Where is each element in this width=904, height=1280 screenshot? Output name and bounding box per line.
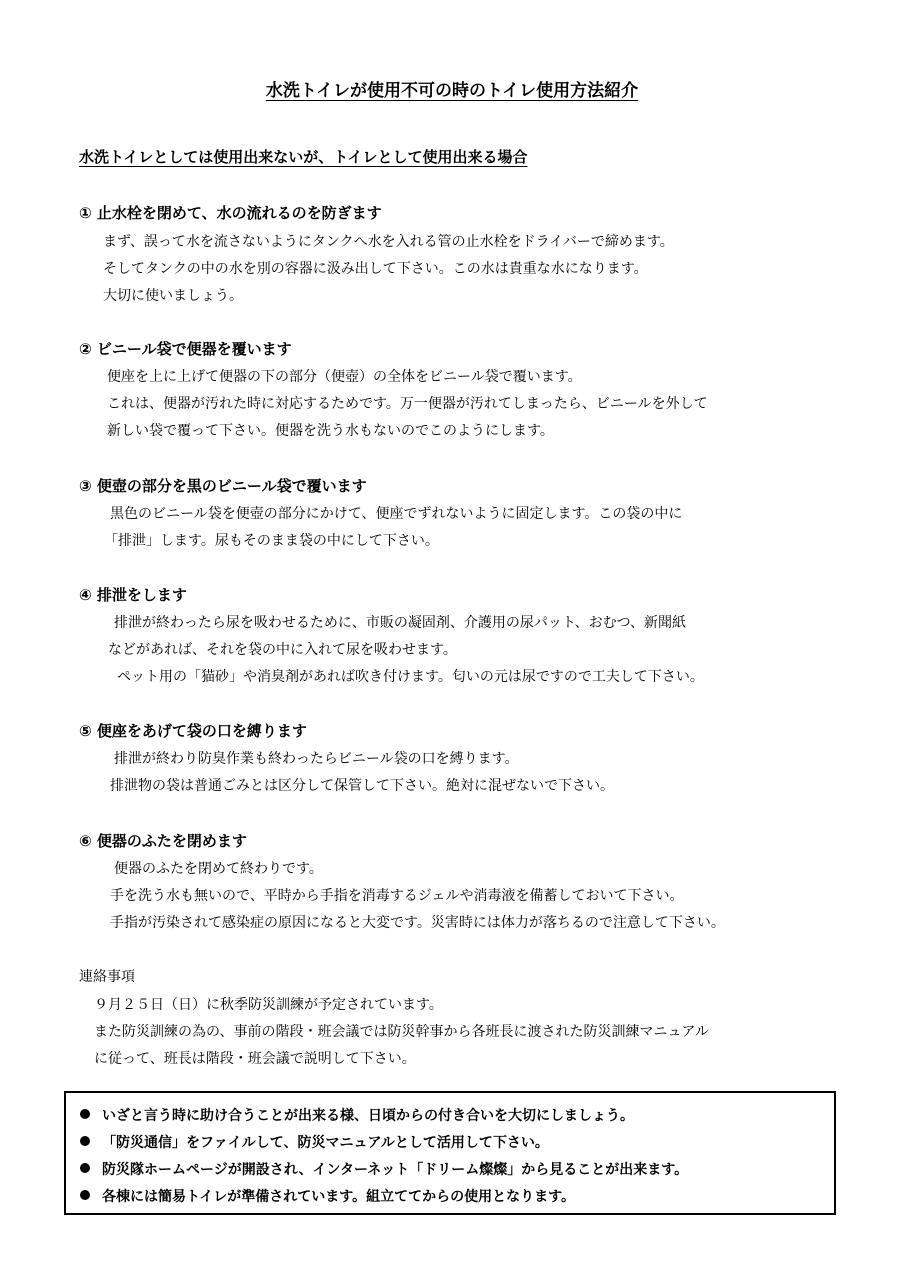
notice-line-3: に従って、班長は階段・班会議で説明して下さい。 bbox=[94, 1051, 416, 1067]
section-1-line-2: そしてタンクの中の水を別の容器に汲み出して下さい。この水は貴重な水になります。 bbox=[103, 261, 648, 277]
section-2-heading: ② ビニール袋で便器を覆います bbox=[79, 340, 292, 358]
section-3-line-1: 黒色のビニール袋を便壺の部分にかけて、便座でずれないように固定します。この袋の中に bbox=[110, 506, 683, 522]
section-6-line-2: 手を洗う水も無いので、平時から手指を消毒するジェルや消毒液を備蓄しておいて下さい。 bbox=[110, 888, 684, 904]
section-5-heading: ⑤ 便座をあげて袋の口を縛ります bbox=[79, 722, 307, 740]
section-4-heading: ④ 排泄をします bbox=[79, 586, 187, 604]
notice-heading: 連絡事項 bbox=[79, 969, 135, 985]
notice-line-2: また防災訓練の為の、事前の階段・班会議では防災幹事から各班長に渡された防災訓練マニュアル bbox=[94, 1024, 709, 1040]
bullet-icon bbox=[80, 1109, 90, 1119]
reminder-item: いざと言う時に助け合うことが出来る様、日頃からの付き合いを大切にしましょう。 bbox=[80, 1105, 634, 1125]
section-4-line-2: などがあれば、それを袋の中に入れて尿を吸わせます。 bbox=[108, 642, 457, 658]
section-2-line-3: 新しい袋で覆って下さい。便器を洗う水もないのでこのようにします。 bbox=[107, 423, 554, 439]
bullet-icon bbox=[80, 1163, 90, 1173]
page-title: 水洗トイレが使用不可の時のトイレ使用方法紹介 bbox=[265, 81, 639, 101]
bullet-icon bbox=[80, 1136, 90, 1146]
section-2-line-1: 便座を上に上げて便器の下の部分（便壺）の全体をビニール袋で覆います。 bbox=[107, 369, 582, 385]
section-4-line-3: ペット用の「猫砂」や消臭剤があれば吹き付けます。匂いの元は尿ですので工夫して下さい。 bbox=[117, 669, 704, 685]
section-3-heading: ③ 便壺の部分を黒のビニール袋で覆います bbox=[79, 477, 367, 495]
notice-line-1: ９月２５日（日）に秋季防災訓練が予定されています。 bbox=[94, 997, 443, 1013]
section-5-line-2: 排泄物の袋は普通ごみとは区分して保管して下さい。絶対に混ぜないで下さい。 bbox=[110, 778, 614, 794]
section-3-line-2: 「排泄」します。尿もそのまま袋の中にして下さい。 bbox=[104, 533, 439, 549]
reminder-item: 防災隊ホームページが開設され、インターネット「ドリーム燦燦」から見ることが出来ます。 bbox=[80, 1159, 688, 1179]
reminder-item: 各棟には簡易トイレが準備されています。組立ててからの使用となります。 bbox=[80, 1186, 575, 1206]
section-6-line-1: 便器のふたを閉めて終わりです。 bbox=[114, 861, 323, 877]
section-6-line-3: 手指が汚染されて感染症の原因になると大変です。災害時には体力が落ちるので注意して下さい。 bbox=[110, 915, 725, 931]
section-2-line-2: これは、便器が汚れた時に対応するためです。万一便器が汚れてしまったら、ビニールを外して bbox=[107, 396, 708, 412]
page-subtitle: 水洗トイレとしては使用出来ないが、トイレとして使用出来る場合 bbox=[79, 148, 528, 166]
bullet-icon bbox=[80, 1190, 90, 1200]
reminder-item: 「防災通信」をファイルして、防災マニュアルとして活用して下さい。 bbox=[80, 1132, 549, 1152]
section-1-line-1: まず、誤って水を流さないようにタンクへ水を入れる管の止水栓をドライバーで締めます。 bbox=[103, 234, 674, 250]
reminder-box bbox=[64, 1091, 836, 1215]
section-5-line-1: 排泄が終わり防臭作業も終わったらビニール袋の口を縛ります。 bbox=[114, 751, 519, 767]
section-1-heading: ① 止水栓を閉めて、水の流れるのを防ぎます bbox=[79, 204, 382, 222]
section-4-line-1: 排泄が終わったら尿を吸わせるために、市販の凝固剤、介護用の尿パット、おむつ、新聞紙 bbox=[114, 615, 687, 631]
section-1-line-3: 大切に使いましょう。 bbox=[103, 288, 243, 304]
section-6-heading: ⑥ 便器のふたを閉めます bbox=[79, 832, 247, 850]
